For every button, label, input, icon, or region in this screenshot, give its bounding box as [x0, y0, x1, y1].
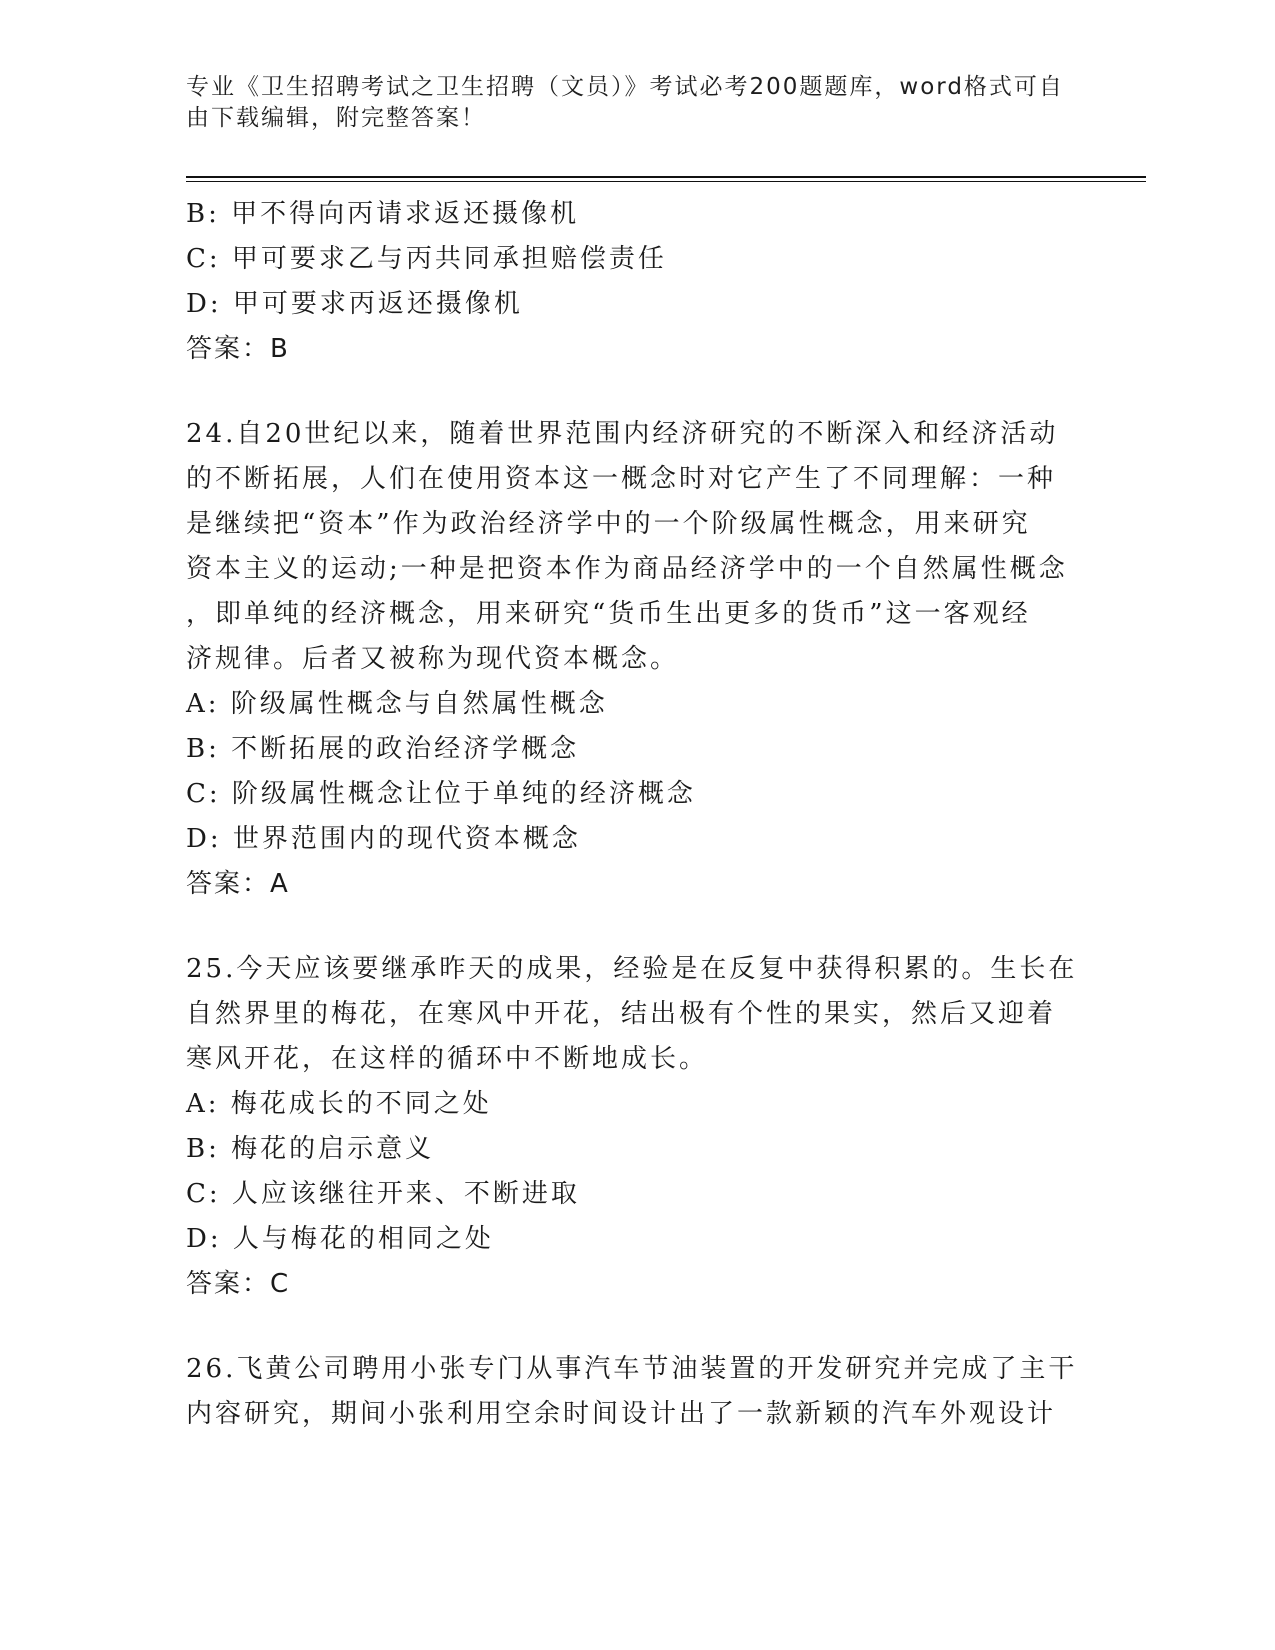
question-stem-line: 的不断拓展，人们在使用资本这一概念时对它产生了不同理解：一种 — [186, 464, 1057, 494]
option-c: C: 阶级属性概念让位于单纯的经济概念 — [186, 779, 696, 809]
header-line: 专业《卫生招聘考试之卫生招聘（文员）》考试必考200题题库，word格式可自 — [186, 74, 1064, 100]
question-block-26 — [186, 1347, 1078, 1437]
question-stem-line: 25.今天应该要继承昨天的成果，经验是在反复中获得积累的。生长在 — [186, 954, 1078, 984]
question-stem-line: 寒风开花，在这样的循环中不断地成长。 — [186, 1044, 709, 1074]
option-d: D: 世界范围内的现代资本概念 — [186, 824, 581, 854]
question-content — [186, 192, 1078, 1437]
answer: 答案：B — [186, 334, 290, 364]
question-stem-line: 26.飞黄公司聘用小张专门从事汽车节油装置的开发研究并完成了主干 — [186, 1354, 1078, 1384]
option-d: D: 人与梅花的相同之处 — [186, 1224, 494, 1254]
option-b: B: 不断拓展的政治经济学概念 — [186, 734, 580, 764]
question-block-25 — [186, 947, 1078, 1307]
option-c: C: 人应该继往开来、不断进取 — [186, 1179, 580, 1209]
question-stem-line: 内容研究，期间小张利用空余时间设计出了一款新颖的汽车外观设计 — [186, 1399, 1057, 1429]
header-divider-thin — [186, 181, 1146, 182]
question-stem-line: 资本主义的运动;一种是把资本作为商品经济学中的一个自然属性概念 — [186, 554, 1068, 584]
question-block-prev — [186, 192, 1066, 372]
answer: 答案：C — [186, 1269, 291, 1299]
option-a: A: 阶级属性概念与自然属性概念 — [186, 689, 608, 719]
page-header — [186, 72, 1066, 134]
question-stem-line: 是继续把“资本”作为政治经济学中的一个阶级属性概念，用来研究 — [186, 509, 1031, 539]
option-a: A: 梅花成长的不同之处 — [186, 1089, 492, 1119]
option-d: D: 甲可要求丙返还摄像机 — [186, 289, 523, 319]
header-divider — [186, 176, 1146, 178]
question-block-24 — [186, 412, 1066, 907]
answer: 答案：A — [186, 869, 290, 899]
question-stem-line: 济规律。后者又被称为现代资本概念。 — [186, 644, 680, 674]
option-b: B: 甲不得向丙请求返还摄像机 — [186, 199, 580, 229]
option-b: B: 梅花的启示意义 — [186, 1134, 435, 1164]
header-line: 由下载编辑，附完整答案！ — [186, 105, 486, 131]
question-stem-line: ，即单纯的经济概念，用来研究“货币生出更多的货币”这一客观经 — [186, 599, 1031, 629]
question-stem-line: 自然界里的梅花，在寒风中开花，结出极有个性的果实，然后又迎着 — [186, 999, 1057, 1029]
option-c: C: 甲可要求乙与丙共同承担赔偿责任 — [186, 244, 667, 274]
question-stem-line: 24.自20世纪以来，随着世界范围内经济研究的不断深入和经济活动 — [186, 419, 1059, 449]
